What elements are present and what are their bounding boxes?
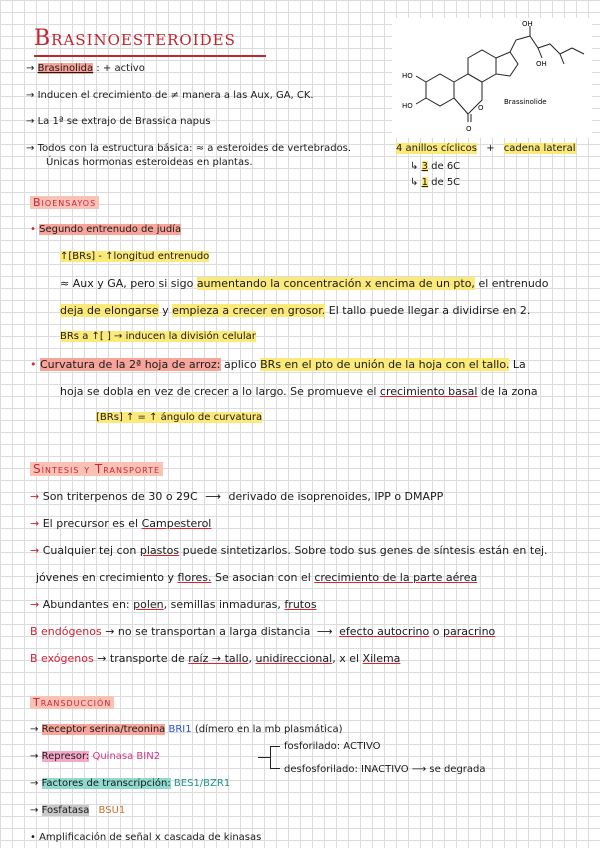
arrow-icon: → [30, 805, 39, 816]
bioensayo-2-equation [96, 412, 262, 423]
bin2-fosforilado: fosforilado: ACTIVO [284, 741, 381, 752]
arrow-icon: → [26, 90, 35, 101]
bioensayo-1 [30, 224, 181, 235]
bracket-left-tick [258, 757, 270, 758]
ring-count-5c [410, 177, 460, 188]
long-arrow-icon: ⟶ [411, 764, 427, 775]
bin2-bracket [270, 746, 277, 768]
arrow-icon: → [30, 490, 40, 503]
s3-l2c: Se asocian con el [214, 571, 311, 584]
molecule-name: Brassinolide [504, 98, 547, 106]
long-arrow-icon: ⟶ [205, 490, 221, 503]
bsu1-label: BSU1 [98, 805, 126, 816]
b2-line2-a: hoja se dobla en vez de crecer a lo largo. Se promueve el [60, 385, 377, 398]
s4-d: frutos [284, 598, 317, 611]
corner-arrow-icon: ↳ [410, 161, 419, 172]
s5-d: o [432, 625, 440, 638]
transduccion-line-5 [30, 832, 261, 843]
bioensayo-2-d: La [512, 358, 526, 371]
s6-g: Xilema [362, 652, 401, 665]
bioensayo-1-para-line-3 [60, 331, 256, 342]
s6-d: , [248, 652, 252, 665]
bioensayo-1-para-line-1 [60, 277, 549, 290]
para1-b: aumentando la concentración x encima de un pto, [196, 277, 475, 290]
s3-a: Cualquier tej con [42, 544, 137, 557]
sintesis-heading: Síntesis y Transporte [30, 462, 163, 476]
bullet-icon: • [30, 832, 36, 843]
sintesis-line-2 [30, 517, 211, 530]
bioensayo-2-c: BRs en el pto de unión de la hoja con el tallo. [260, 358, 510, 371]
intro-line-2 [26, 90, 314, 101]
arrow-icon: → [30, 724, 39, 735]
bracket-bottom-tick [270, 768, 280, 769]
s3-c: puede sintetizarlos. Sobre todo sus genes de síntesis están en tej. [182, 544, 548, 557]
transduccion-line-2 [30, 751, 160, 762]
s5-e: paracrino [442, 625, 496, 638]
fosfatasa-label: Fosfatasa [41, 805, 90, 816]
ring-5c-text: de 5C [431, 177, 461, 188]
s3-l2b: flores. [177, 571, 212, 584]
sintesis-line-5 [30, 625, 495, 638]
dimero-note: (dímero en la mb plasmática) [194, 724, 343, 735]
para2-d: El tallo puede llegar a dividirse en 2. [328, 304, 531, 317]
sintesis-line-3 [30, 544, 548, 557]
bri1-label: BRI1 [168, 724, 192, 735]
b2-line2-b: crecimiento basal [379, 385, 478, 398]
intro-line-2-text: Inducen el crecimiento de ≠ manera a las Aux, GA, CK. [37, 90, 314, 101]
desfos-text: desfosforilado: INACTIVO [284, 764, 409, 775]
transduccion-heading: Transducción [30, 696, 114, 709]
ring-6c-number: 3 [421, 161, 428, 172]
para2-b: y [162, 304, 169, 317]
intro-line-5: Únicas hormonas esteroideas en plantas. [46, 157, 253, 168]
bioensayo-2 [30, 358, 526, 371]
title-underline [34, 55, 266, 57]
transduccion-line-1 [30, 724, 343, 735]
bioensayo-2-b: aplico [224, 358, 257, 371]
carbonyl-oxygen-label: O [466, 125, 472, 133]
s2-b: Campesterol [141, 517, 212, 530]
curvature-relation: [BRs] ↑ = ↑ ángulo de curvatura [96, 412, 263, 423]
page-title: Brasinoesteroides [34, 26, 236, 51]
bin2-desfosforilado [284, 764, 486, 775]
ring-6c-text: de 6C [431, 161, 461, 172]
bioensayo-1-equation [60, 251, 209, 262]
s4-c: , semillas inmaduras, [163, 598, 281, 611]
s6-c: raíz → tallo [188, 652, 249, 665]
ring-oxygen-label: O [478, 104, 484, 112]
s6-e: unidireccional [255, 652, 333, 665]
ho-label-1: HO [402, 72, 413, 80]
factores-label: Factores de transcripción: [41, 778, 171, 789]
para2-c: empieza a crecer en grosor. [172, 304, 326, 317]
sintesis-line-3b [36, 571, 477, 584]
s3-l2d: crecimiento de la parte aérea [314, 571, 478, 584]
intro-line-4-text: Todos con la estructura básica: ≈ a esteroides de vertebrados. [37, 143, 352, 154]
s3-b: plastos [139, 544, 180, 557]
bioensayo-1-title: Segundo entrenudo de judía [39, 224, 182, 235]
receptor-label: Receptor serina/treonina [41, 724, 166, 735]
para2-a: deja de elongarse [60, 304, 159, 317]
s1-b: derivado de isoprenoides, IPP o DMAPP [228, 490, 444, 503]
bes1-label: BES1/BZR1 [173, 778, 231, 789]
intro-line-3-text: La 1ª se extrajo de Brassica napus [37, 116, 211, 127]
s4-a: Abundantes en: [42, 598, 130, 611]
corner-arrow-icon: ↳ [410, 177, 419, 188]
arrow-icon: → [30, 517, 40, 530]
para1-c: el entrenudo [478, 277, 549, 290]
bioensayo-2-title: Curvatura de la 2ª hoja de arroz: [40, 358, 221, 371]
arrow-icon: → [26, 116, 35, 127]
intro-line-1-rest: : + activo [96, 63, 145, 74]
s4-b: polen [133, 598, 164, 611]
bioensayo-1-para-line-2 [60, 304, 530, 317]
ring-count-6c [410, 161, 460, 172]
division-celular-note: BRs a ↑[ ] → inducen la división celular [60, 331, 256, 342]
intro-line-3 [26, 116, 211, 127]
molecule-skeleton [392, 18, 592, 138]
b-endogenos-label: B endógenos [30, 625, 102, 638]
sintesis-line-4 [30, 598, 317, 611]
brasinolida-term: Brasinolida [37, 63, 94, 74]
rings-annotation [396, 143, 576, 154]
represor-label: Represor: [41, 751, 90, 762]
arrow-icon: → [30, 544, 40, 557]
transduccion-line-3 [30, 778, 230, 789]
bioensayos-heading: Bioensayos [30, 196, 99, 209]
para1-a: ≈ Aux y GA, pero si sigo [60, 277, 194, 290]
bullet-icon: • [30, 224, 36, 235]
b-exogenos-label: B exógenos [30, 652, 94, 665]
intro-line-1 [26, 63, 145, 74]
bracket-top-tick [270, 746, 280, 747]
long-arrow-icon: ⟶ [316, 625, 333, 638]
oh-label-mid: OH [536, 60, 547, 68]
intro-line-4 [26, 143, 351, 154]
b2-line2-c: de la zona [480, 385, 538, 398]
chain-label: cadena lateral [503, 143, 576, 154]
s1-a: Son triterpenos de 30 o 29C [42, 490, 198, 503]
oh-label-top: OH [522, 20, 533, 28]
brs-length-relation: ↑[BRs] - ↑longitud entrenudo [60, 251, 210, 262]
s5-b: → no se transportan a larga distancia [105, 625, 311, 638]
plus-sign: + [486, 143, 495, 154]
s2-a: El precursor es el [42, 517, 139, 530]
rings-label: 4 anillos cíclicos [396, 143, 478, 154]
s6-b: → transporte de [97, 652, 185, 665]
amplificacion-text: Amplificación de señal x cascada de kinasas [39, 832, 262, 843]
bullet-icon: • [30, 358, 37, 371]
transduccion-line-4 [30, 805, 125, 816]
s5-c: efecto autocrino [339, 625, 430, 638]
ring-5c-number: 1 [421, 177, 428, 188]
s6-f: , x el [332, 652, 360, 665]
bin2-label: Quinasa BIN2 [92, 751, 161, 762]
brassinolide-structure [392, 18, 592, 138]
arrow-icon: → [26, 143, 35, 154]
arrow-icon: → [26, 63, 35, 74]
s3-l2a: jóvenes en crecimiento y [36, 571, 175, 584]
degrada-text: se degrada [429, 764, 486, 775]
ho-label-2: HO [402, 102, 413, 110]
sintesis-line-6 [30, 652, 400, 665]
arrow-icon: → [30, 778, 39, 789]
sintesis-line-1 [30, 490, 443, 503]
bioensayo-2-line-2 [60, 385, 538, 398]
arrow-icon: → [30, 751, 39, 762]
arrow-icon: → [30, 598, 40, 611]
